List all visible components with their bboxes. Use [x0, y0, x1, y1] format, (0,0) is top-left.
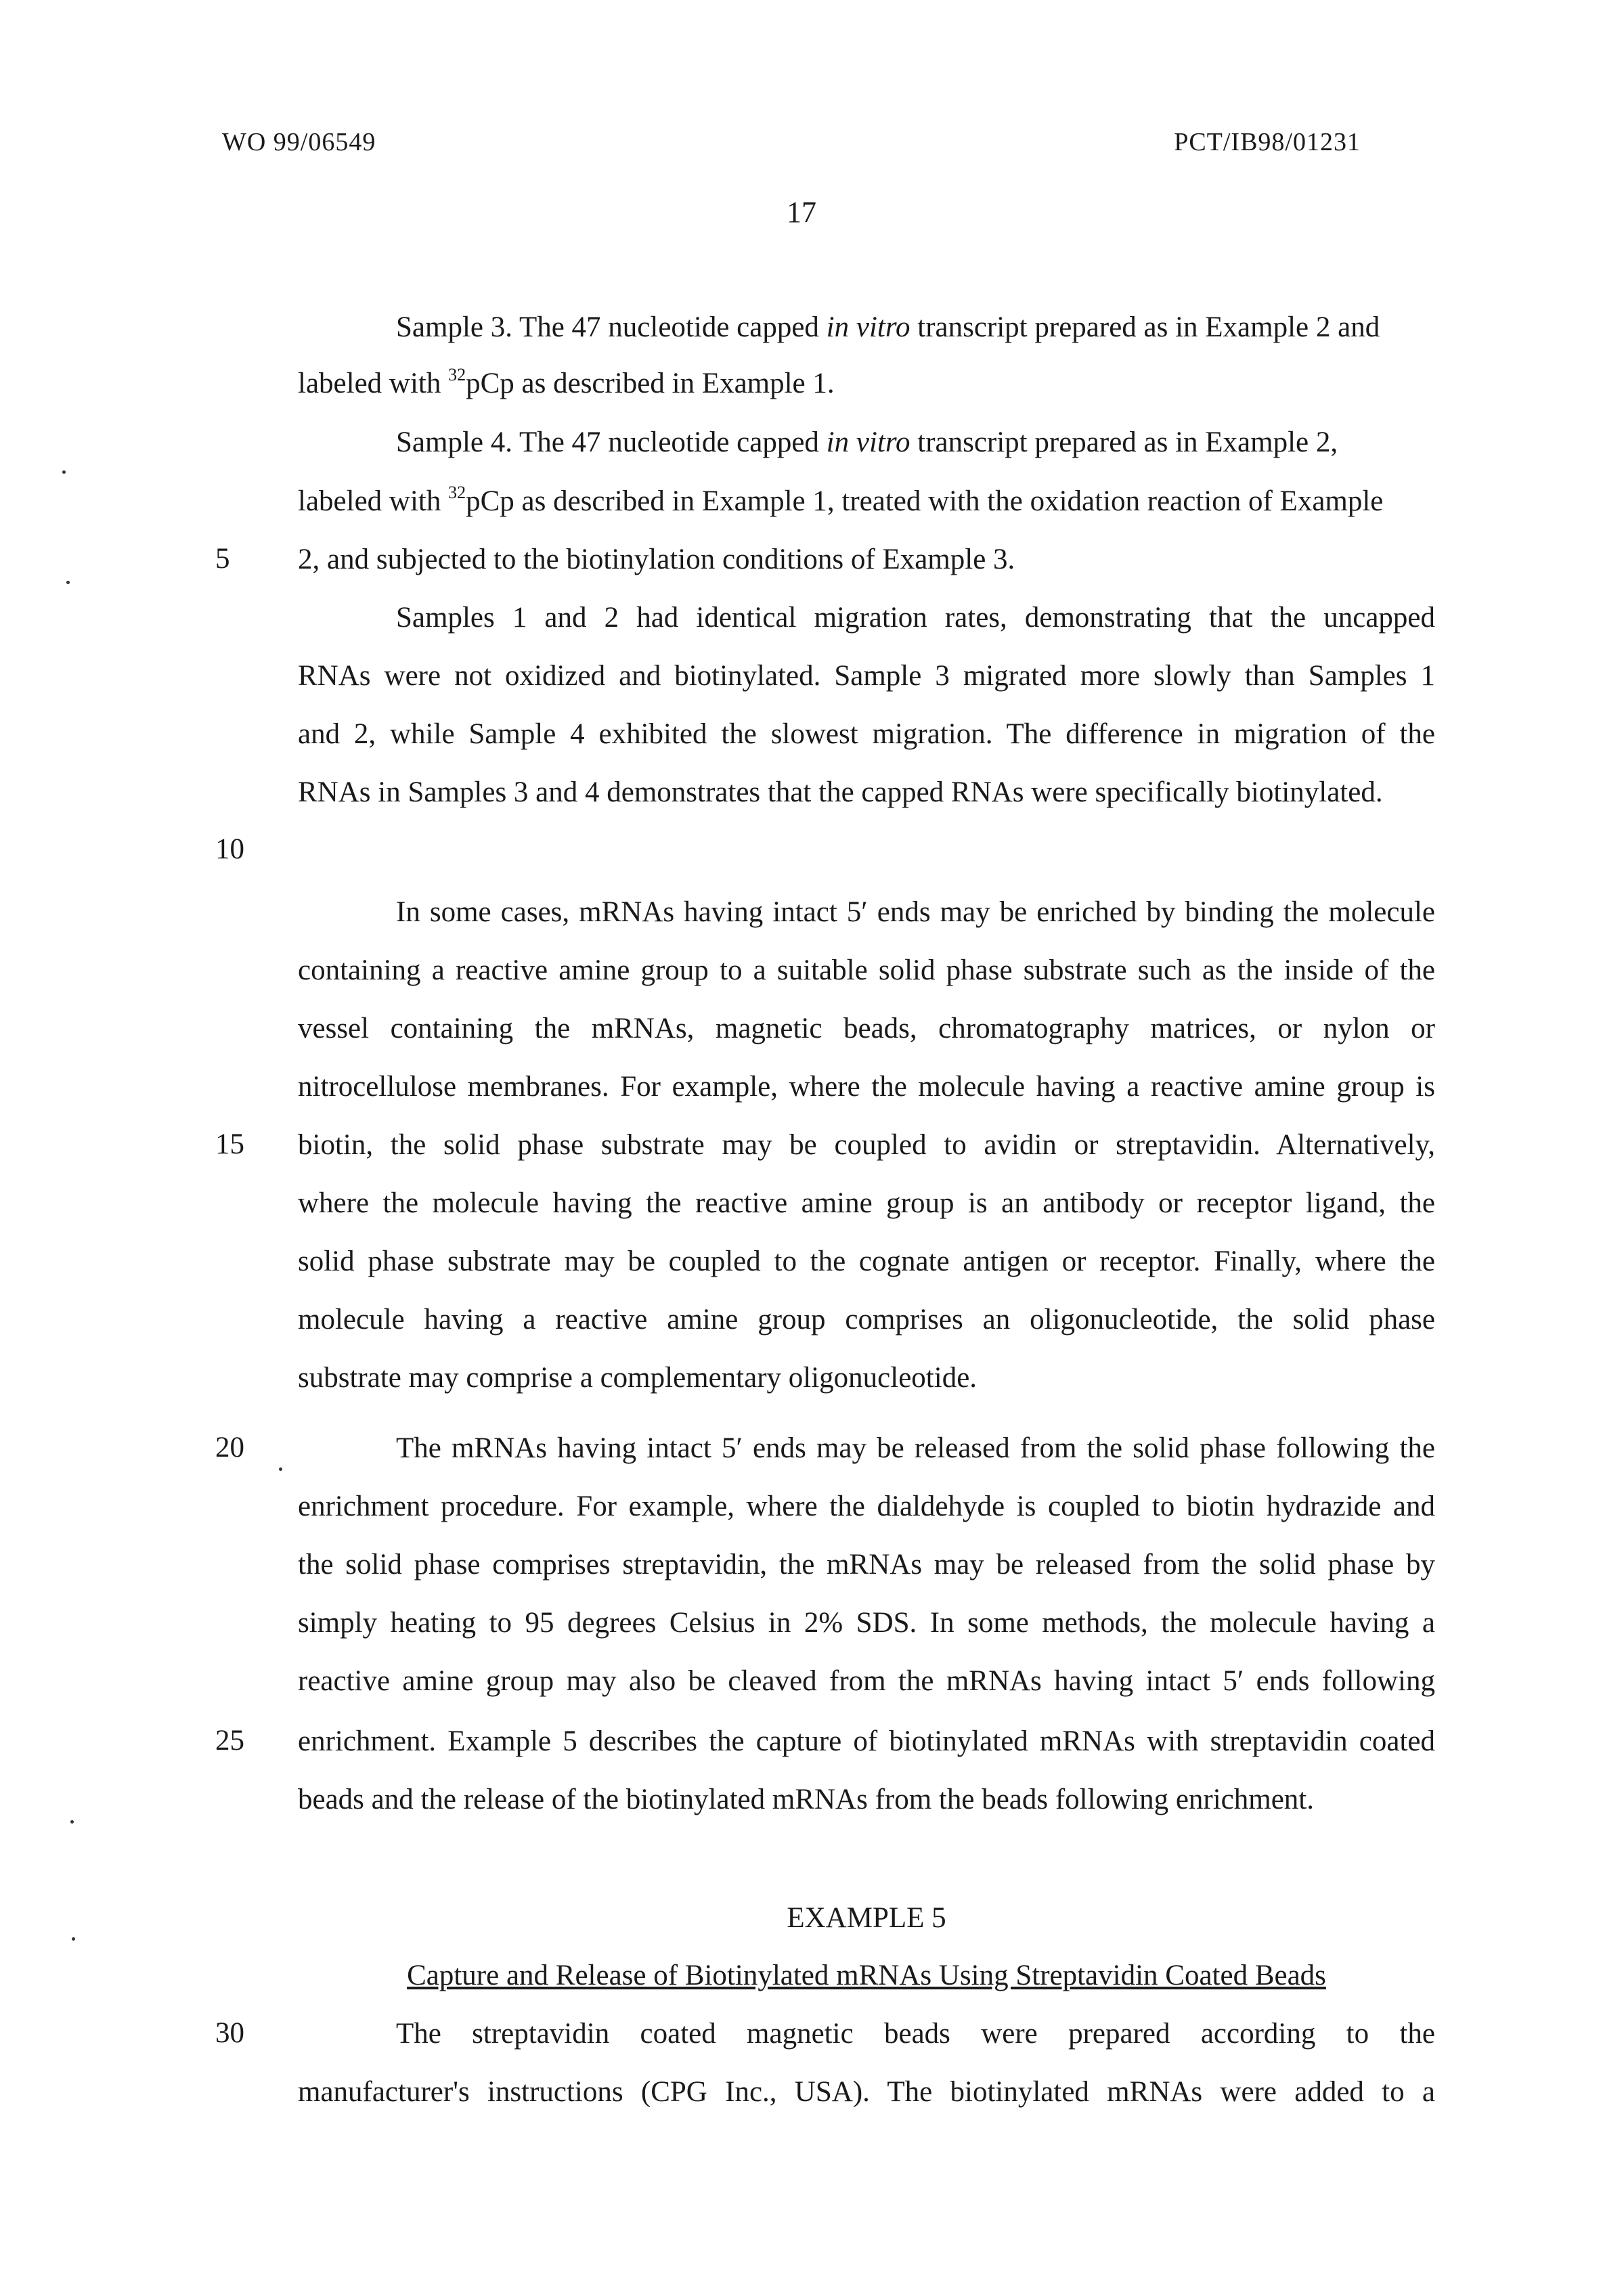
enrich-line: vessel containing the mRNAs, magnetic beads, chromatography matrices, or nylon or — [298, 1013, 1435, 1044]
sample3-line-1: Sample 3. The 47 nucleotide capped in vitro transcript prepared as in Example 2 and — [396, 311, 1380, 343]
release-line: enrichment. Example 5 describes the capture of biotinylated mRNAs with streptavidin coated — [298, 1725, 1435, 1757]
example-line: manufacturer's instructions (CPG Inc., USA). The biotinylated mRNAs were added to a — [298, 2076, 1435, 2108]
enrich-line: biotin, the solid phase substrate may be coupled to avidin or streptavidin. Alternatively, — [298, 1129, 1435, 1161]
release-line: simply heating to 95 degrees Celsius in 2% SDS. In some methods, the molecule having a — [298, 1607, 1435, 1639]
example-heading: EXAMPLE 5 — [787, 1902, 946, 1934]
sample3-line-2: labeled with $^{32}$pCp as described in Example 1. — [298, 365, 835, 399]
results-line: RNAs were not oxidized and biotinylated. Sample 3 migrated more slowly than Samples 1 — [298, 660, 1435, 692]
release-line: the solid phase comprises streptavidin, the mRNAs may be released from the solid phase by — [298, 1549, 1435, 1581]
enrich-line: containing a reactive amine group to a suitable solid phase substrate such as the inside of the — [298, 954, 1435, 986]
release-line: enrichment procedure. For example, where the dialdehyde is coupled to biotin hydrazide and — [298, 1491, 1435, 1522]
sample4-line-3: 2, and subjected to the biotinylation conditions of Example 3. — [298, 544, 1015, 575]
line-number-10: 10 — [215, 833, 244, 865]
enrich-line: where the molecule having the reactive amine group is an antibody or receptor ligand, the — [298, 1187, 1435, 1219]
line-number-5: 5 — [215, 543, 230, 575]
enrich-line: substrate may comprise a complementary oligonucleotide. — [298, 1362, 978, 1394]
release-line: beads and the release of the biotinylated mRNAs from the beads following enrichment. — [298, 1784, 1314, 1815]
sample4-line-2: labeled with $^{32}$pCp as described in Example 1, treated with the oxidation reaction of Example — [298, 483, 1384, 517]
page-number: 17 — [787, 196, 816, 229]
enrich-line: In some cases, mRNAs having intact 5′ ends may be enriched by binding the molecule — [396, 896, 1435, 928]
release-line: reactive amine group may also be cleaved from the mRNAs having intact 5′ ends following — [298, 1665, 1435, 1697]
scan-speck — [62, 470, 66, 474]
results-line: RNAs in Samples 3 and 4 demonstrates that the capped RNAs were specifically biotinylated. — [298, 776, 1383, 808]
line-number-25: 25 — [215, 1725, 244, 1757]
line-number-30: 30 — [215, 2017, 244, 2049]
results-line: Samples 1 and 2 had identical migration rates, demonstrating that the uncapped — [396, 602, 1435, 634]
sample4-line-1: Sample 4. The 47 nucleotide capped in vitro transcript prepared as in Example 2, — [396, 426, 1338, 458]
enrich-line: nitrocellulose membranes. For example, where the molecule having a reactive amine group is — [298, 1071, 1435, 1103]
enrich-line: molecule having a reactive amine group comprises an oligonucleotide, the solid phase — [298, 1304, 1435, 1335]
scan-speck — [279, 1467, 282, 1471]
scan-speck — [66, 581, 70, 584]
scan-speck — [72, 1937, 75, 1941]
publication-number: WO 99/06549 — [222, 128, 376, 156]
application-number: PCT/IB98/01231 — [1174, 128, 1361, 156]
example-subtitle: Capture and Release of Biotinylated mRNAs Using Streptavidin Coated Beads — [407, 1960, 1326, 1991]
line-number-15: 15 — [215, 1128, 244, 1160]
enrich-line: solid phase substrate may be coupled to the cognate antigen or receptor. Finally, where the — [298, 1245, 1435, 1277]
line-number-20: 20 — [215, 1432, 244, 1463]
example-line: The streptavidin coated magnetic beads were prepared according to the — [396, 2018, 1435, 2050]
release-line: The mRNAs having intact 5′ ends may be released from the solid phase following the — [396, 1432, 1435, 1464]
scan-speck — [70, 1820, 74, 1824]
results-line: and 2, while Sample 4 exhibited the slowest migration. The difference in migration of the — [298, 718, 1435, 750]
